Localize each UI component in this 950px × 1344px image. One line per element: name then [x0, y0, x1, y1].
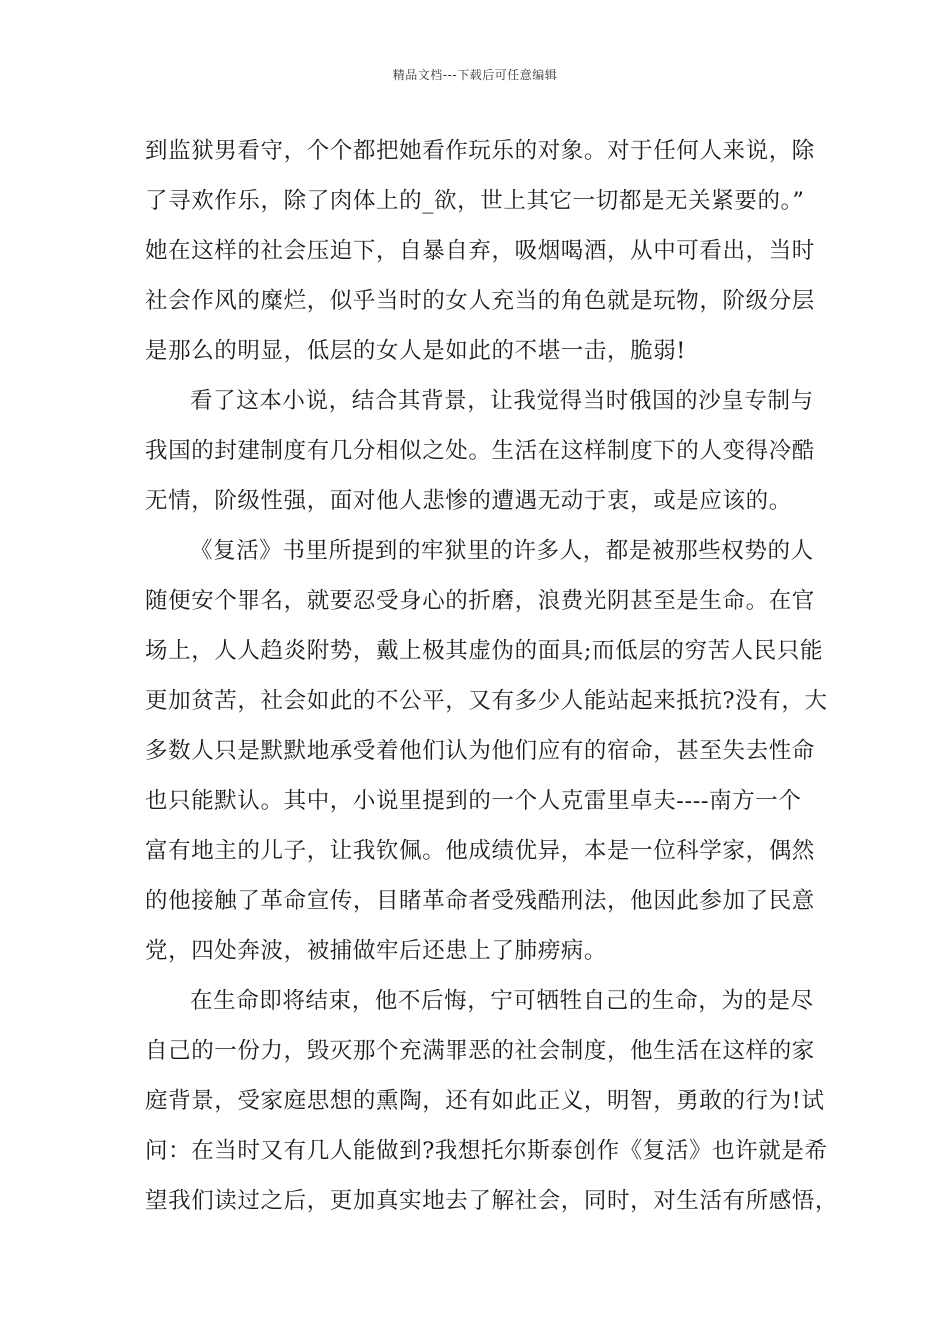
paragraph-start-line: 《复活》书里所提到的牢狱里的许多人，都是被那些权势的人	[190, 538, 814, 564]
text-line: 随便安个罪名，就要忍受身心的折磨，浪费光阴甚至是生命。在官	[145, 588, 815, 614]
page-header: 精品文档---下载后可任意编辑	[392, 68, 558, 82]
text-line: 自己的一份力，毁灭那个充满罪恶的社会制度，他生活在这样的家	[145, 1038, 815, 1064]
text-line: 我国的封建制度有几分相似之处。生活在这样制度下的人变得冷酷	[145, 438, 815, 464]
document-body	[145, 126, 839, 1226]
text-line: 富有地主的儿子，让我钦佩。他成绩优异，本是一位科学家，偶然	[145, 838, 815, 864]
text-line: 也只能默认。其中，小说里提到的一个人克雷里卓夫----南方一个	[145, 788, 802, 814]
text-line: 社会作风的糜烂，似乎当时的女人充当的角色就是玩物，阶级分层	[145, 288, 815, 314]
text-line: 的他接触了革命宣传，目睹革命者受残酷刑法，他因此参加了民意	[145, 888, 815, 914]
text-line: 场上，人人趋炎附势，戴上极其虚伪的面具;而低层的穷苦人民只能	[145, 638, 824, 664]
paragraph-start-line: 在生命即将结束，他不后悔，宁可牺牲自己的生命，为的是尽	[190, 988, 814, 1014]
text-line: 了寻欢作乐，除了肉体上的_欲，世上其它一切都是无关紧要的。”	[145, 188, 805, 214]
text-line: 党，四处奔波，被捕做牢后还患上了肺痨病。	[145, 938, 608, 964]
text-line: 庭背景，受家庭思想的熏陶，还有如此正义，明智，勇敢的行为!试	[145, 1088, 825, 1114]
text-line: 她在这样的社会压迫下，自暴自弃，吸烟喝酒，从中可看出，当时	[145, 238, 815, 264]
text-line: 多数人只是默默地承受着他们认为他们应有的宿命，甚至失去性命	[145, 738, 815, 764]
paragraph-start-line: 看了这本小说，结合其背景，让我觉得当时俄国的沙皇专制与	[190, 388, 814, 414]
text-line: 是那么的明显，低层的女人是如此的不堪一击，脆弱!	[145, 338, 686, 364]
text-line: 问：在当时又有几人能做到?我想托尔斯泰创作《复活》也许就是希	[145, 1138, 828, 1164]
text-line: 到监狱男看守，个个都把她看作玩乐的对象。对于任何人来说，除	[145, 138, 815, 164]
text-line: 无情，阶级性强，面对他人悲惨的遭遇无动于衷，或是应该的。	[145, 488, 792, 514]
text-line: 更加贫苦，社会如此的不公平，又有多少人能站起来抵抗?没有，大	[145, 688, 828, 714]
text-line: 望我们读过之后，更加真实地去了解社会，同时，对生活有所感悟，	[145, 1188, 839, 1214]
